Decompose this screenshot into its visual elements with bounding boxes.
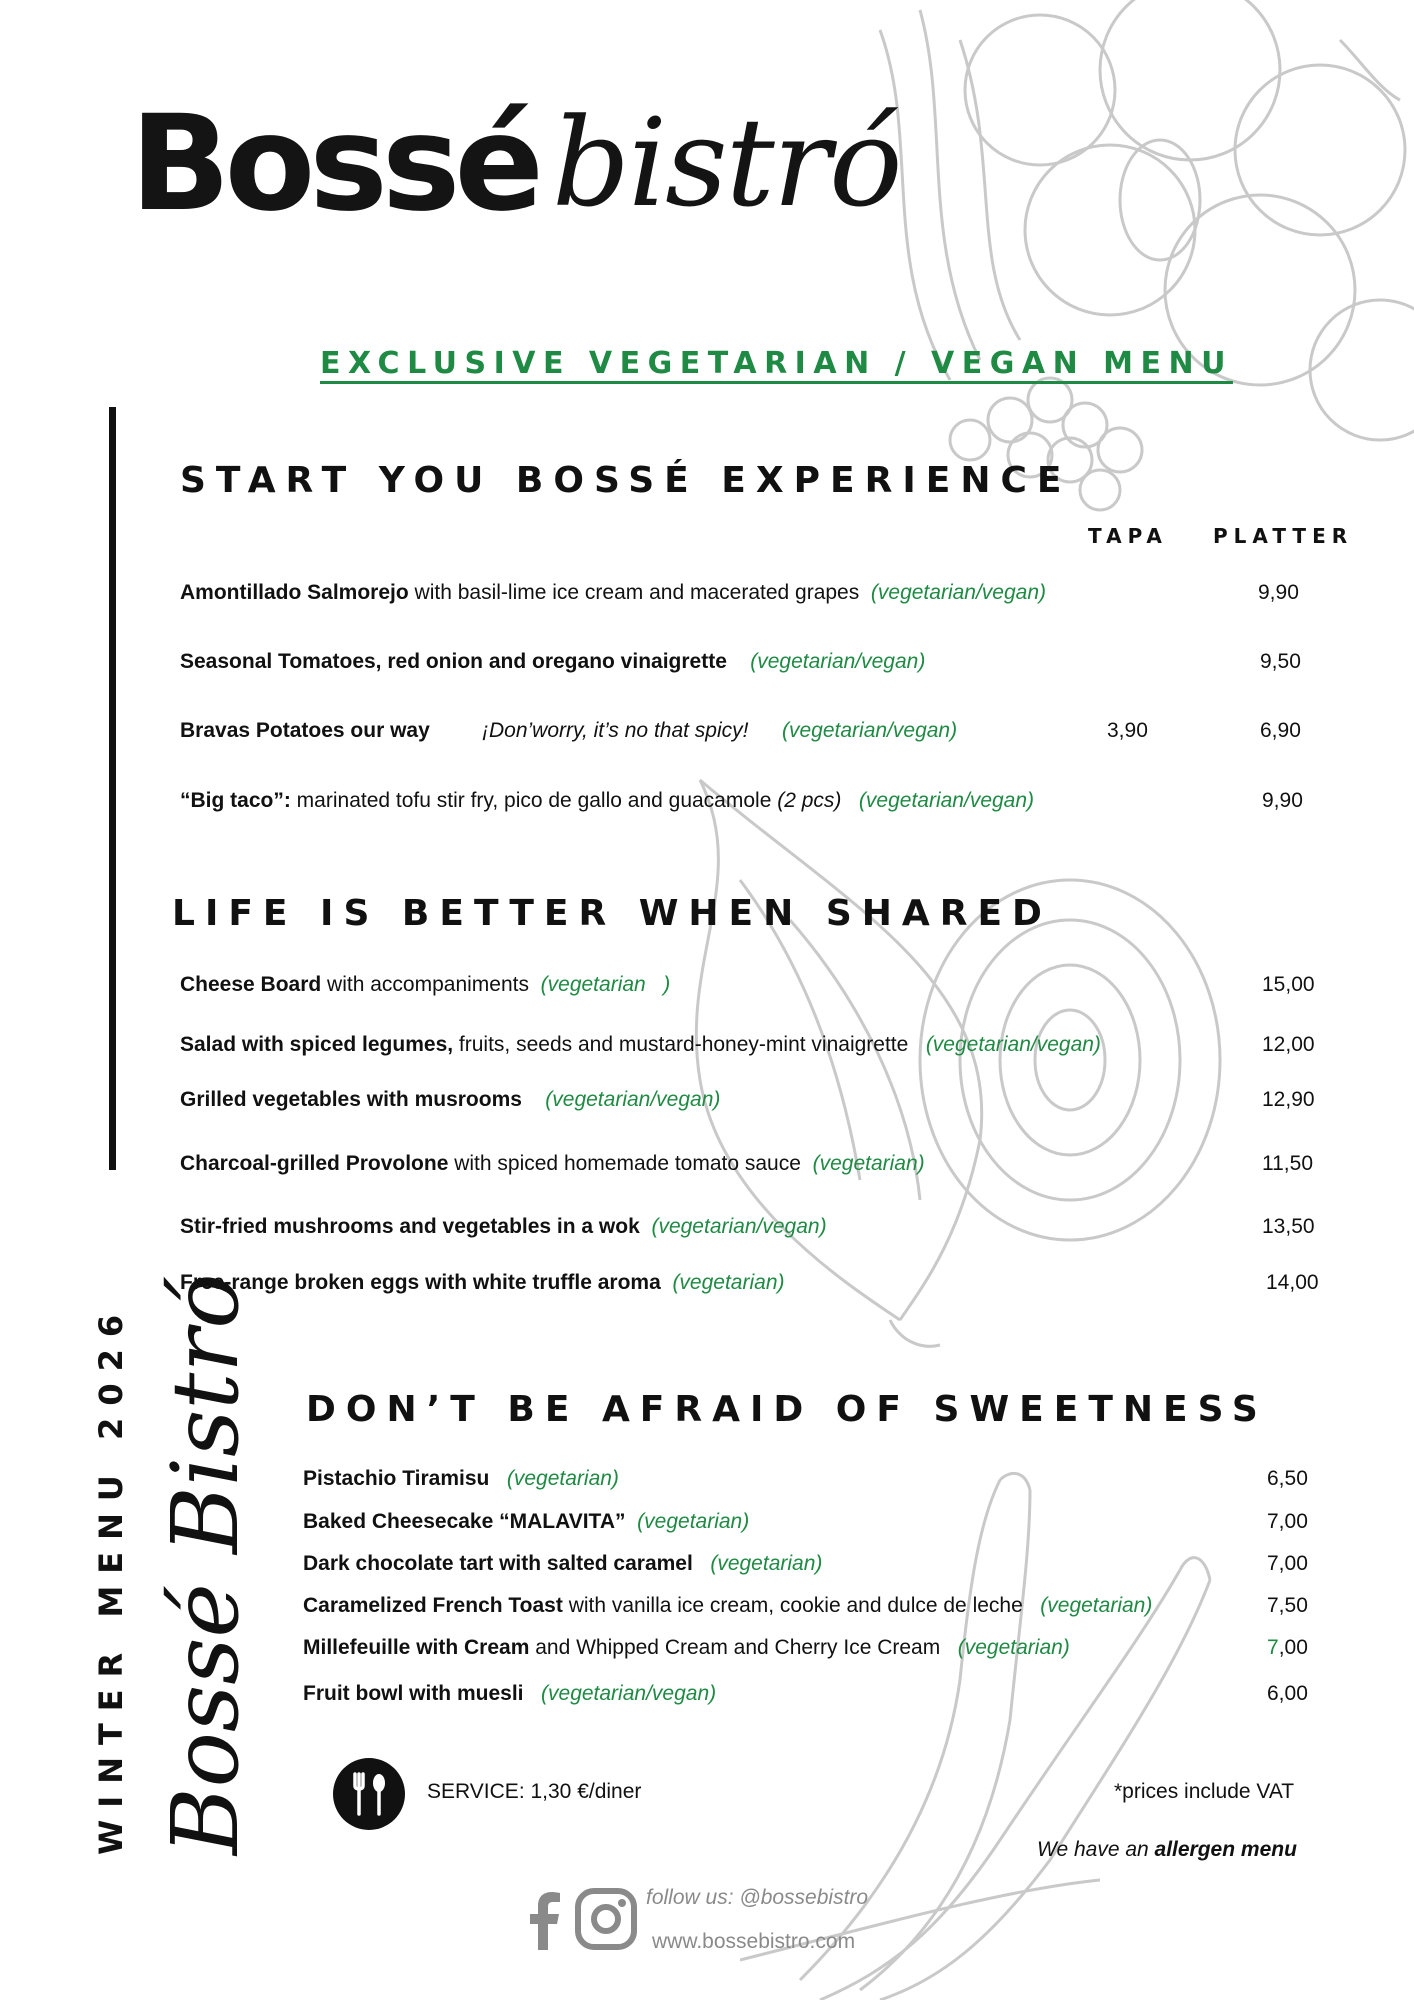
item-name: Millefeuille with Cream [303, 1636, 530, 1659]
section-heading-start: START YOU BOSSÉ EXPERIENCE [180, 460, 1072, 501]
left-divider-bar [109, 407, 116, 1170]
item-name: Stir-fried mushrooms and vegetables in a wok [180, 1215, 640, 1238]
item-desc: with spiced homemade tomato sauce [448, 1152, 813, 1175]
menu-item [180, 789, 1034, 813]
pepper-illustration [740, 1460, 1300, 2000]
menu-item [180, 1033, 1101, 1057]
column-tapa: TAPA [1088, 524, 1168, 548]
item-name: Grilled vegetables with musrooms [180, 1088, 522, 1111]
section-heading-shared: LIFE IS BETTER WHEN SHARED [172, 893, 1052, 934]
cutlery-icon [333, 1758, 405, 1830]
diet-tag: (vegetarian/vegan) [545, 1088, 721, 1111]
item-desc: with vanilla ice cream, cookie and dulce de leche [562, 1594, 1041, 1617]
onion-illustration [640, 760, 1240, 1360]
bosse-bistro-vertical-script: Bossé Bistró [152, 1273, 259, 1855]
winter-menu-vertical: WINTER MENU 2026 [92, 1302, 130, 1855]
diet-tag: (vegetarian) [957, 1636, 1070, 1659]
diet-tag: (vegetarian) [506, 1467, 619, 1490]
item-price: 14,00 [1266, 1271, 1319, 1294]
item-desc: with basil-lime ice cream and macerated grapes [408, 581, 871, 604]
diet-tag: (vegetarian/vegan) [870, 581, 1047, 604]
item-desc: marinated tofu stir fry, pico de gallo and guacamole [290, 789, 778, 812]
menu-item [303, 1682, 716, 1706]
item-price: 7,00 [1267, 1510, 1308, 1533]
item-desc: with accompaniments [321, 973, 541, 996]
item-name: Amontillado Salmorejo [180, 581, 409, 604]
item-price: 7,00 [1267, 1552, 1308, 1575]
item-desc: fruits, seeds and mustard-honey-mint vinaigrette [453, 1033, 926, 1056]
item-desc [693, 1552, 711, 1575]
menu-item [180, 1152, 925, 1176]
diet-tag: (vegetarian) [672, 1271, 785, 1294]
item-price: 12,00 [1262, 1033, 1315, 1056]
item-name: “Big taco”: [180, 789, 291, 812]
diet-tag: (vegetarian) [812, 1152, 925, 1175]
item-desc [640, 1215, 652, 1238]
diet-tag: (vegetarian/vegan) [858, 789, 1035, 812]
item-name: Charcoal-grilled Provolone [180, 1152, 449, 1175]
item-desc [626, 1510, 638, 1533]
item-price: 15,00 [1262, 973, 1315, 996]
item-name: Dark chocolate tart with salted caramel [303, 1552, 693, 1575]
item-name: Pistachio Tiramisu [303, 1467, 490, 1490]
item-name: Seasonal Tomatoes, red onion and oregano vinaigrette [180, 650, 727, 673]
brand-logo-bold: Bossé [130, 87, 538, 241]
diet-tag: (vegetarian) [1040, 1594, 1153, 1617]
menu-item [303, 1552, 822, 1576]
item-desc: and Whipped Cream and Cherry Ice Cream [529, 1636, 958, 1659]
social-handle[interactable]: follow us: @bossebistro [646, 1886, 869, 1909]
item-price: 12,90 [1262, 1088, 1315, 1111]
item-price-platter: 9,90 [1258, 581, 1299, 604]
item-price: 6,00 [1267, 1682, 1308, 1705]
diet-tag: (vegetarian/vegan) [651, 1215, 827, 1238]
allergen-note: We have an allergen menu [1037, 1838, 1297, 1861]
diet-tag: (vegetarian/vegan) [782, 719, 958, 742]
allergen-menu-link[interactable]: allergen menu [1154, 1838, 1297, 1861]
menu-item [303, 1467, 619, 1491]
item-price-tapa: 3,90 [1107, 719, 1148, 742]
service-charge: SERVICE: 1,30 €/diner [427, 1780, 642, 1803]
brand-logo-script: bistró [552, 92, 901, 234]
diet-tag: (vegetarian/vegan) [750, 650, 926, 673]
item-desc [661, 1271, 673, 1294]
menu-item [180, 973, 670, 997]
item-name: Salad with spiced legumes, [180, 1033, 454, 1056]
item-price: 6,50 [1267, 1467, 1308, 1490]
menu-item [180, 650, 925, 674]
item-desc [522, 1088, 545, 1111]
menu-item [303, 1594, 1152, 1618]
menu-item [303, 1510, 749, 1534]
item-price: 13,50 [1262, 1215, 1315, 1238]
item-name: Cheese Board [180, 973, 322, 996]
menu-item [180, 1088, 720, 1112]
instagram-icon[interactable] [575, 1888, 637, 1955]
item-price-platter: 9,50 [1260, 650, 1301, 673]
diet-tag: (vegetarian) [637, 1510, 750, 1533]
item-desc: ¡Don’worry, it’s no that spicy! [482, 719, 749, 742]
item-price: 7,00 [1267, 1636, 1308, 1659]
item-name: Bravas Potatoes our way [180, 719, 430, 742]
menu-item [180, 581, 1046, 605]
item-name: Caramelized French Toast [303, 1594, 563, 1617]
diet-tag: (vegetarian) [710, 1552, 823, 1575]
menu-item [180, 1271, 785, 1295]
menu-item [180, 719, 430, 743]
item-desc [727, 650, 750, 673]
item-price-platter: 6,90 [1260, 719, 1301, 742]
section-heading-sweet: DON’T BE AFRAID OF SWEETNESS [306, 1389, 1268, 1430]
diet-tag: (vegetarian ) [540, 973, 671, 996]
vat-note: *prices include VAT [1114, 1780, 1295, 1803]
item-name: Fruit bowl with muesli [303, 1682, 524, 1705]
menu-title: EXCLUSIVE VEGETARIAN / VEGAN MENU [320, 346, 1233, 381]
diet-tag: (vegetarian/vegan) [541, 1682, 717, 1705]
item-desc [489, 1467, 507, 1490]
website-link[interactable]: www.bossebistro.com [652, 1930, 856, 1953]
facebook-icon[interactable] [530, 1892, 564, 1955]
menu-item [303, 1636, 1070, 1660]
item-name: Baked Cheesecake “MALAVITA” [303, 1510, 626, 1533]
item-name: Free-range broken eggs with white truffle aroma [180, 1271, 661, 1294]
item-price: 7,50 [1267, 1594, 1308, 1617]
column-platter: PLATTER [1213, 524, 1354, 548]
diet-tag: (vegetarian/vegan) [925, 1033, 1101, 1056]
item-desc [524, 1682, 542, 1705]
item-note: (2 pcs) [777, 789, 842, 812]
menu-item [180, 1215, 827, 1239]
item-price: 11,50 [1262, 1152, 1313, 1175]
item-price-platter: 9,90 [1262, 789, 1303, 812]
